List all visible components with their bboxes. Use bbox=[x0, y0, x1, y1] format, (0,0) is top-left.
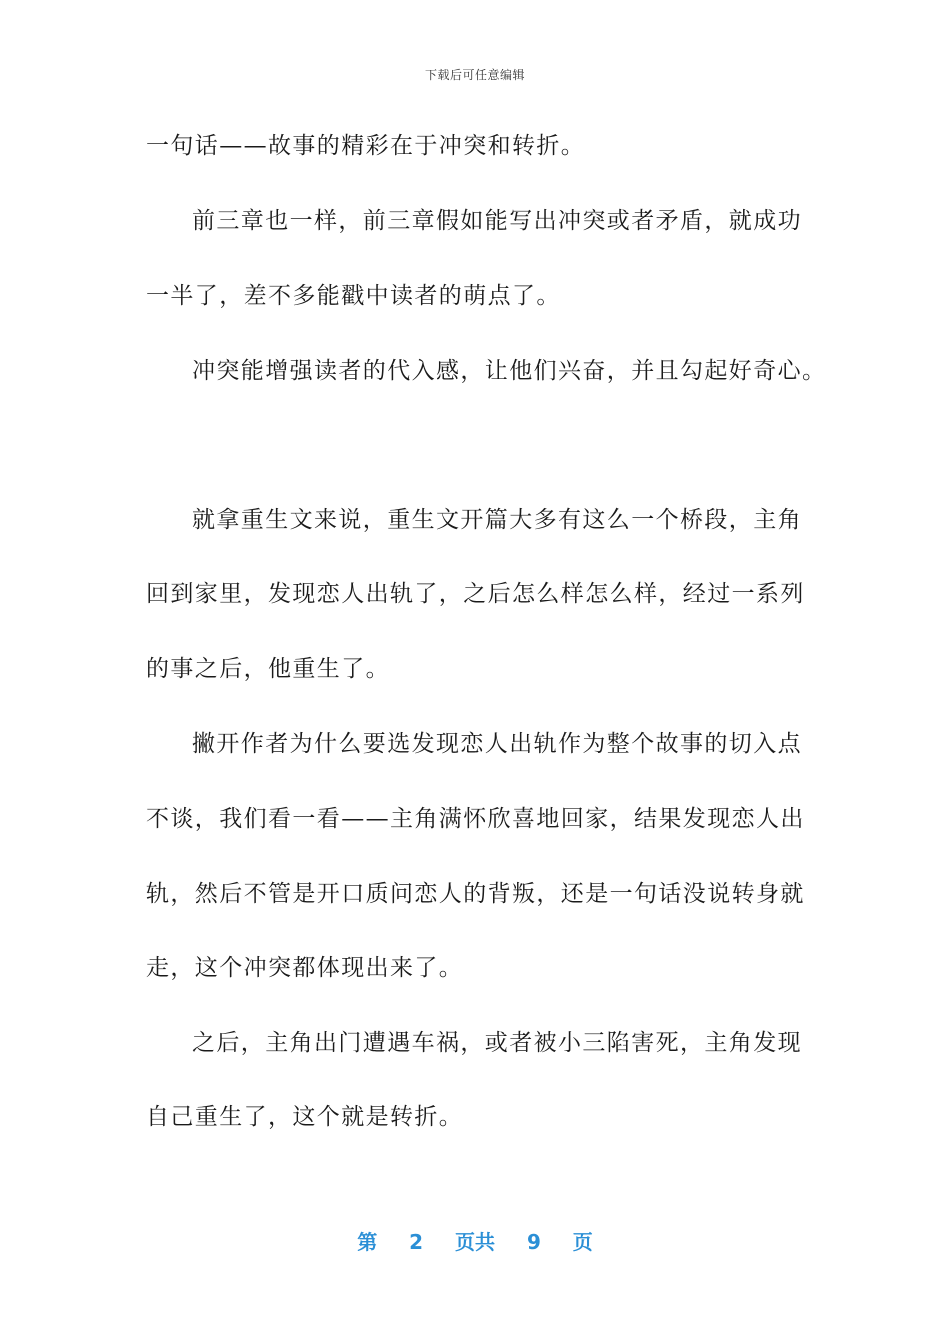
text-line: 自己重生了，这个就是转折。 bbox=[146, 1104, 464, 1130]
text-line: 之后，主角出门遭遇车祸，或者被小三陷害死，主角发现 bbox=[192, 1030, 802, 1056]
page-header: 下载后可任意编辑 bbox=[424, 68, 525, 82]
current-page-number: 2 bbox=[409, 1230, 424, 1254]
text-line: 一半了，差不多能戳中读者的萌点了。 bbox=[146, 283, 561, 309]
footer-middle: 页共 bbox=[455, 1230, 495, 1254]
footer-suffix: 页 bbox=[572, 1230, 593, 1254]
text-line: 不谈，我们看一看——主角满怀欣喜地回家，结果发现恋人出 bbox=[146, 806, 805, 832]
text-line: 走，这个冲突都体现出来了。 bbox=[146, 955, 464, 981]
text-line: 一句话——故事的精彩在于冲突和转折。 bbox=[146, 133, 586, 159]
text-line: 前三章也一样，前三章假如能写出冲突或者矛盾，就成功 bbox=[192, 208, 802, 234]
text-line: 撇开作者为什么要选发现恋人出轨作为整个故事的切入点 bbox=[192, 731, 802, 757]
total-page-count: 9 bbox=[526, 1230, 541, 1254]
footer-prefix: 第 bbox=[357, 1230, 378, 1254]
text-line: 冲突能增强读者的代入感，让他们兴奋，并且勾起好奇心。 bbox=[192, 358, 827, 384]
page-footer bbox=[0, 1226, 950, 1255]
text-line: 就拿重生文来说，重生文开篇大多有这么一个桥段，主角 bbox=[192, 507, 802, 533]
text-line: 的事之后，他重生了。 bbox=[146, 656, 390, 682]
text-line: 轨，然后不管是开口质问恋人的背叛，还是一句话没说转身就 bbox=[146, 881, 805, 907]
text-line: 回到家里，发现恋人出轨了，之后怎么样怎么样，经过一系列 bbox=[146, 581, 805, 607]
